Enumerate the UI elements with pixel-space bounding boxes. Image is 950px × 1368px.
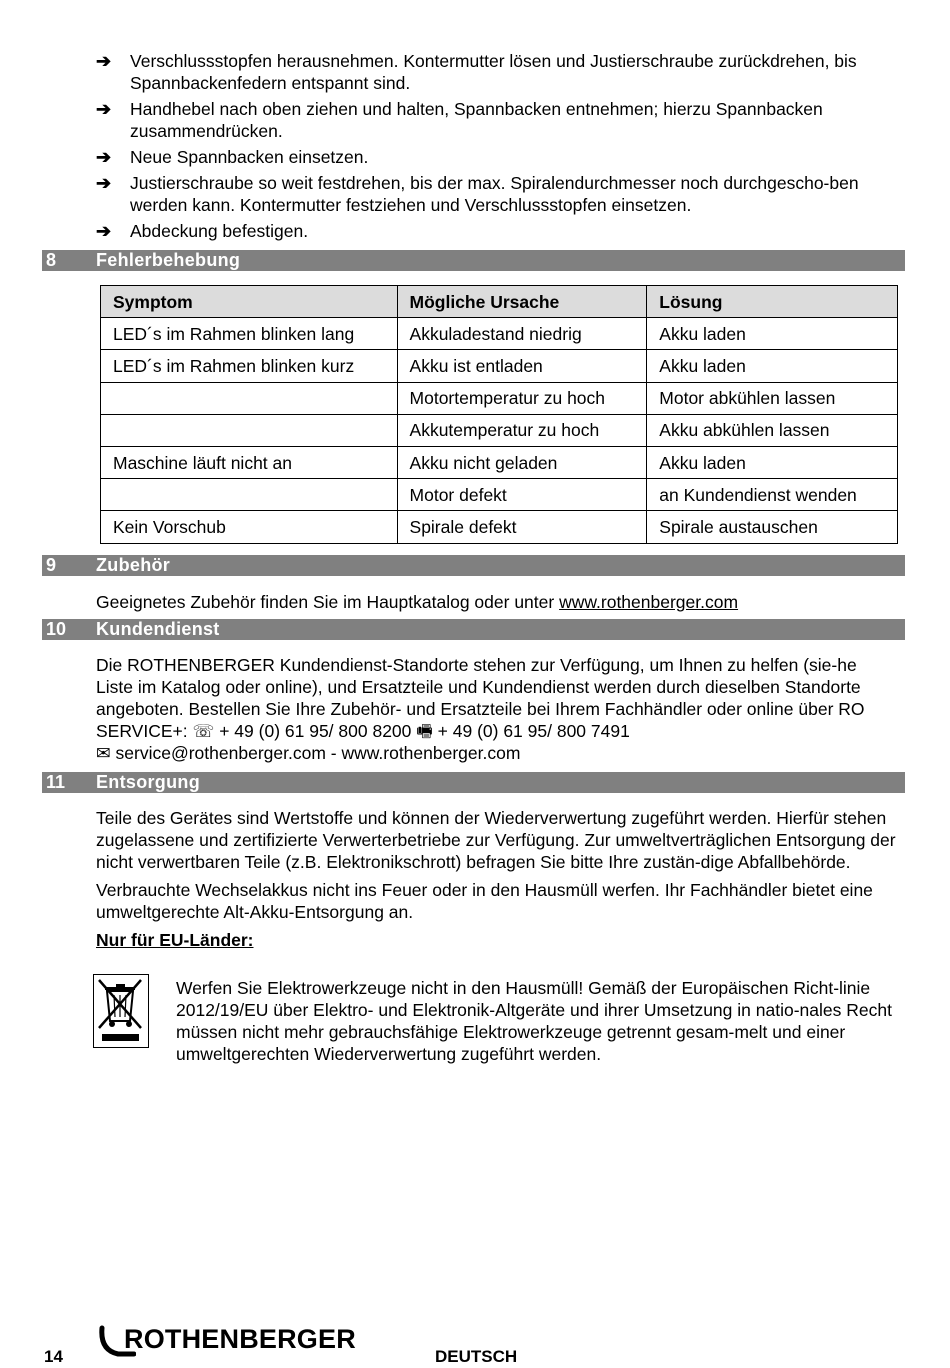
instruction-steps: [96, 50, 896, 246]
step-item: [96, 50, 896, 94]
rothenberger-logo: [96, 1324, 356, 1364]
fax-icon: 🖷: [416, 721, 433, 741]
section-heading-zubehoer: [42, 555, 905, 576]
table-cell: Maschine läuft nicht an: [101, 446, 398, 478]
arrow-right-icon: ➔: [96, 173, 112, 193]
table-cell: [101, 479, 398, 511]
table-header-row: [101, 286, 898, 318]
table-cell: Akku laden: [647, 446, 898, 478]
step-text: Abdeckung befestigen.: [130, 221, 309, 241]
section-title: Fehlerbehebung: [96, 250, 241, 270]
arrow-right-icon: ➔: [96, 51, 112, 71]
kundendienst-paragraph: [96, 654, 898, 764]
table-cell: Akku laden: [647, 350, 898, 382]
step-text: Handhebel nach oben ziehen und halten, Spannbacken entnehmen; hierzu Spannbacken zusammendrücken.: [130, 99, 823, 141]
troubleshooting-table: [100, 285, 898, 544]
step-text: Neue Spannbacken einsetzen.: [130, 147, 369, 167]
table-row: [101, 479, 898, 511]
table-row: [101, 511, 898, 543]
table-cell: an Kundendienst wenden: [647, 479, 898, 511]
step-text: Verschlussstopfen herausnehmen. Kontermutter lösen und Justierschraube zurückdrehen, bis Spannbackenfedern entspannt sind.: [130, 51, 857, 93]
table-cell: LED´s im Rahmen blinken lang: [101, 318, 398, 350]
table-cell: Spirale defekt: [397, 511, 647, 543]
table-cell: Motor defekt: [397, 479, 647, 511]
kundendienst-text: Die ROTHENBERGER Kundendienst-Standorte stehen zur Verfügung, um Ihnen zu helfen (sie-he Liste im Katalog oder online), und Ersatzteile und Kundendienst werden durch dieselben Standorte angeboten. Bestellen Sie Ihre Zubehör- und Ersatzteile bei Ihrem Fachhändler oder online über RO SERVICE+:: [96, 655, 865, 741]
eu-disposal-text: Werfen Sie Elektrowerkzeuge nicht in den Hausmüll! Gemäß der Europäischen Richt-linie 2012/19/EU über Elektro- und Elektronik-Altgeräte und ihrer Umsetzung in natio-nales Recht müssen nicht mehr gebrauchsfähige Elektrowerkzeuge getrennt gesam-melt und einer umweltgerechten Wiederverwertung zugeführt werden.: [176, 978, 892, 1064]
table-cell: Akku nicht geladen: [397, 446, 647, 478]
table-cell: Akkuladestand niedrig: [397, 318, 647, 350]
mail-icon: ✉: [96, 743, 111, 763]
section-number: 11: [46, 772, 66, 792]
column-header-loesung: Lösung: [647, 286, 898, 318]
fax-number: + 49 (0) 61 95/ 800 7491: [432, 721, 630, 741]
table-row: [101, 318, 898, 350]
entsorgung-paragraph-1: Teile des Gerätes sind Wertstoffe und können der Wiederverwertung zugeführt werden. Hierfür stehen zugelassene und zertifizierte Verwerterbetriebe zur Verfügung. Zur umweltverträglichen Entsorgung der nicht verwertbaren Teile (z.B. Elektronikschrott) befragen Sie bitte Ihre zustän-dige Abfallbehörde.: [96, 808, 896, 872]
zubehoer-text: Geeignetes Zubehör finden Sie im Hauptkatalog oder unter: [96, 592, 560, 612]
table-cell: Kein Vorschub: [101, 511, 398, 543]
table-cell: Spirale austauschen: [647, 511, 898, 543]
table-cell: [101, 382, 398, 414]
arrow-right-icon: ➔: [96, 147, 112, 167]
table-cell: Akku ist entladen: [397, 350, 647, 382]
step-item: [96, 146, 896, 168]
arrow-right-icon: ➔: [96, 221, 112, 241]
mail-address: service@rothenberger.com - www.rothenberger.com: [110, 743, 521, 763]
table-cell: Akku laden: [647, 318, 898, 350]
table-row: [101, 350, 898, 382]
zubehoer-paragraph: [96, 591, 898, 613]
section-title: Zubehör: [96, 555, 171, 575]
step-text: Justierschraube so weit festdrehen, bis der max. Spiralendurchmesser noch durchgescho-ben werden kann. Kontermutter festziehen und Verschlussstopfen einsetzen.: [130, 173, 859, 215]
step-item: [96, 98, 896, 142]
table-cell: Akku abkühlen lassen: [647, 414, 898, 446]
language-label: DEUTSCH: [435, 1347, 518, 1366]
arrow-right-icon: ➔: [96, 99, 112, 119]
section-number: 8: [46, 250, 57, 270]
crossed-out-wheelie-bin-icon: [93, 974, 149, 1048]
rothenberger-link[interactable]: www.rothenberger.com: [559, 592, 739, 612]
phone-number: + 49 (0) 61 95/ 800 8200: [214, 721, 417, 741]
column-header-ursache: Mögliche Ursache: [397, 286, 647, 318]
section-number: 10: [46, 619, 67, 639]
step-item: [96, 220, 896, 242]
section-heading-kundendienst: [42, 619, 905, 640]
table-cell: [101, 414, 398, 446]
section-heading-fehlerbehebung: [42, 250, 905, 271]
eu-heading: Nur für EU-Länder:: [96, 930, 254, 950]
page-number: 14: [44, 1347, 63, 1366]
table-row: [101, 382, 898, 414]
table-cell: Motortemperatur zu hoch: [397, 382, 647, 414]
table-row: [101, 414, 898, 446]
brand-name: ROTHENBERGER: [124, 1324, 356, 1354]
step-item: [96, 172, 896, 216]
entsorgung-paragraph-2: Verbrauchte Wechselakkus nicht ins Feuer oder in den Hausmüll werfen. Ihr Fachhändler bietet eine umweltgerechte Alt-Akku-Entsorgung an.: [96, 880, 873, 922]
section-title: Entsorgung: [96, 772, 200, 792]
phone-icon: ☏: [192, 721, 215, 741]
table-row: [101, 446, 898, 478]
table-cell: Motor abkühlen lassen: [647, 382, 898, 414]
column-header-symptom: Symptom: [101, 286, 398, 318]
section-heading-entsorgung: [42, 772, 905, 793]
table-cell: Akkutemperatur zu hoch: [397, 414, 647, 446]
section-title: Kundendienst: [96, 619, 220, 639]
table-cell: LED´s im Rahmen blinken kurz: [101, 350, 398, 382]
section-number: 9: [46, 555, 57, 575]
entsorgung-paragraphs: [96, 807, 898, 957]
